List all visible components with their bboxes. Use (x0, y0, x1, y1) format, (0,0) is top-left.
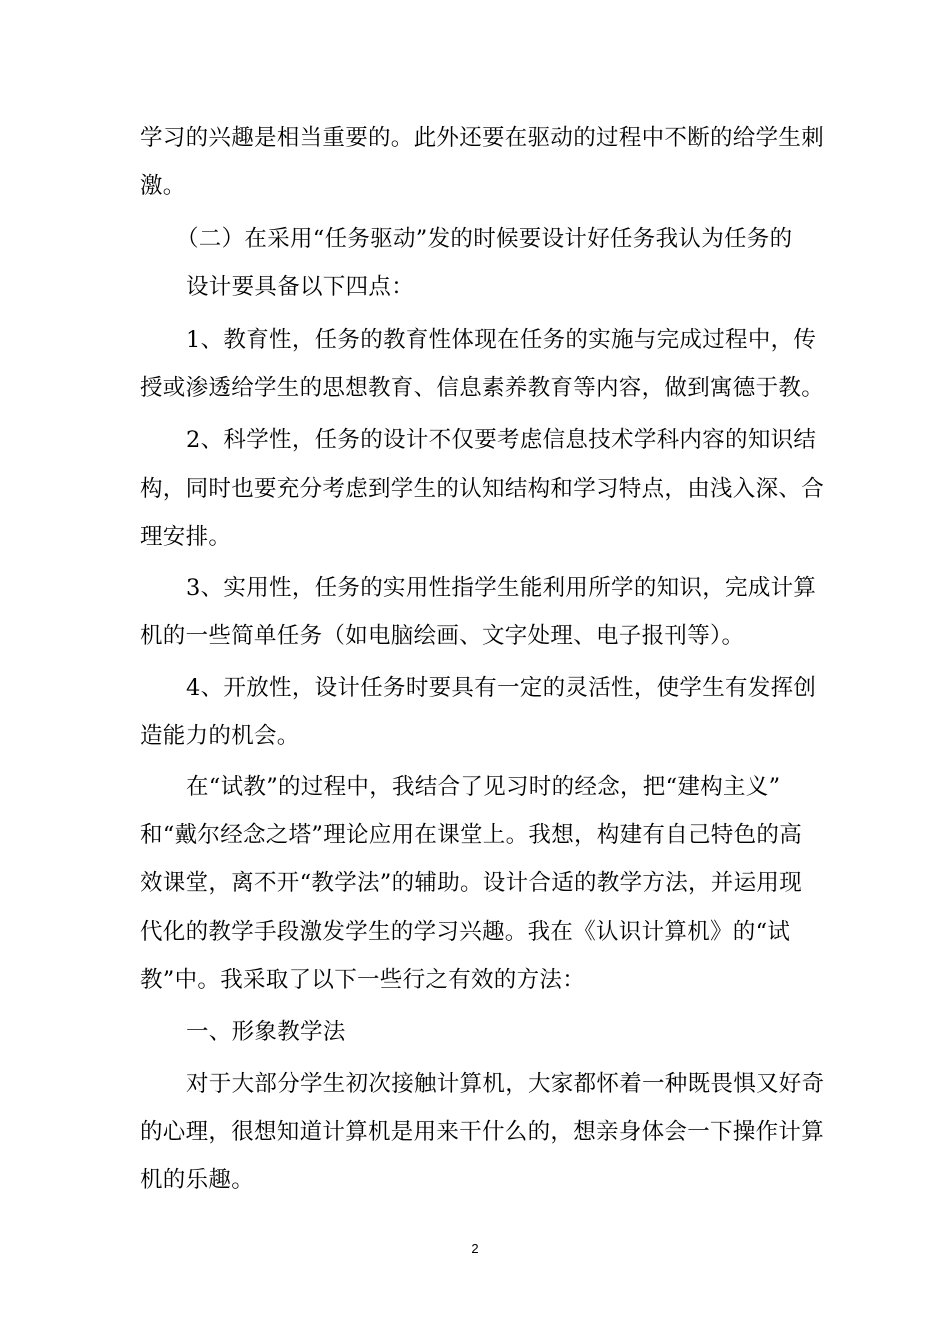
page-number: 2 (471, 1241, 479, 1256)
section-heading: 一、形象教学法 (186, 1019, 346, 1045)
section-heading: （二）在采用“任务驱动”发的时候要设计好任务我认为任务的 (176, 226, 793, 252)
text-line: 效课堂，离不开“教学法”的辅助。设计合适的教学方法，并运用现 (140, 870, 803, 896)
text-line: 代化的教学手段激发学生的学习兴趣。我在《认识计算机》的“试 (140, 919, 791, 945)
list-item-text: 3、实用性，任务的实用性指学生能利用所学的知识，完成计算 (186, 575, 817, 601)
text-line: 授或渗透给学生的思想教育、信息素养教育等内容，做到寓德于教。 (140, 375, 825, 401)
text-line: 教”中。我采取了以下一些行之有效的方法： (140, 967, 586, 993)
paragraph-line: 在“试教”的过程中，我结合了见习时的经念，把“建构主义” (186, 774, 781, 800)
list-item-text: 4、开放性，设计任务时要具有一定的灵活性，使学生有发挥创 (186, 675, 817, 701)
text-line: 设计要具备以下四点： (186, 274, 415, 300)
text-line: 和“戴尔经念之塔”理论应用在课堂上。我想，构建有自己特色的高 (140, 822, 803, 848)
text-line: 造能力的机会。 (140, 723, 300, 749)
text-line: 机的一些简单任务（如电脑绘画、文字处理、电子报刊等）。 (140, 623, 745, 649)
list-item-text: 2、科学性，任务的设计不仅要考虑信息技术学科内容的知识结 (186, 427, 817, 453)
text-line: 机的乐趣。 (140, 1167, 255, 1193)
text-line: 理安排。 (140, 524, 232, 550)
paragraph-line: 对于大部分学生初次接触计算机，大家都怀着一种既畏惧又好奇 (186, 1071, 825, 1097)
text-line: 学习的兴趣是相当重要的。此外还要在驱动的过程中不断的给学生刺 (140, 125, 825, 151)
text-line: 激。 (140, 173, 186, 199)
text-line: 的心理，很想知道计算机是用来干什么的，想亲身体会一下操作计算 (140, 1119, 825, 1145)
text-line: 构，同时也要充分考虑到学生的认知结构和学习特点，由浅入深、合 (140, 476, 825, 502)
list-item-text: 1、教育性，任务的教育性体现在任务的实施与完成过程中，传 (186, 327, 817, 353)
